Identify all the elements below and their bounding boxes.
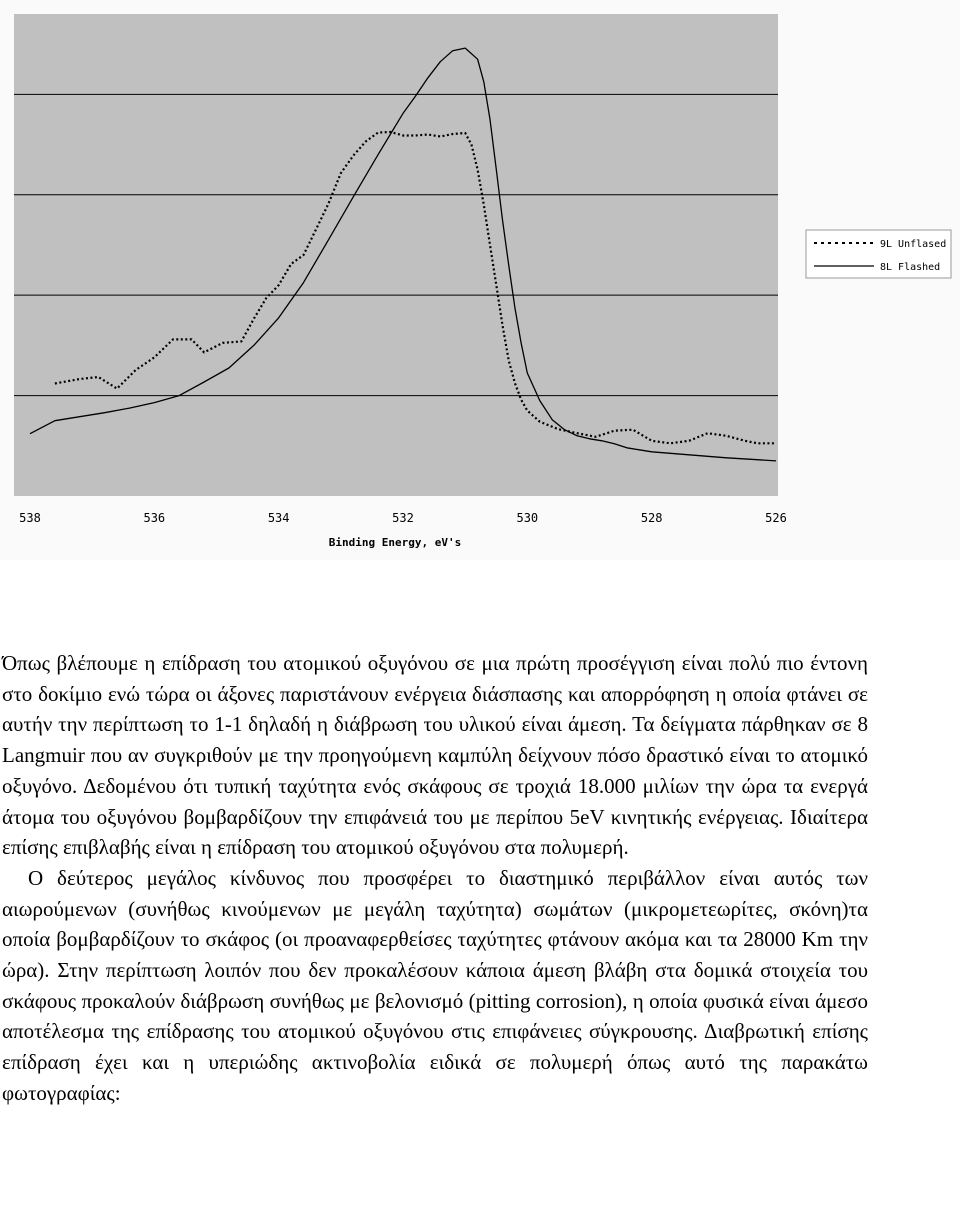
legend — [806, 230, 951, 278]
body-text — [2, 648, 868, 1109]
paragraph: Ο δεύτερος μεγάλος κίνδυνος που προσφέρει το διαστημικό περιβάλλον είναι αυτός των αιωρούμενων (συνήθως κινούμενων με μεγάλη ταχύτητα) σωμάτων (μικρομετεωρίτες, σκόνη)τα οποία βομβαρδίζουν το σκάφος (οι προαναφερθείσες ταχύτητες φτάνουν ακόμα και τα 28000 Km την ώρα). Στην περίπτωση λοιπόν που δεν προκαλέσουν κάποια άμεση βλάβη στα δομικά στοιχεία του σκάφους προκαλούν διάβρωση συνήθως με βελονισμό (pitting corrosion), η οποία φυσικά είναι άμεσο αποτέλεσμα της επίδρασης του ατομικού οξυγόνου στις επιφάνειες σύγκρουσης. Διαβρωτική επίσης επίδραση έχει και η υπεριώδης ακτινοβολία ειδικά σε πολυμερή όπως αυτό της παρακάτω φωτογραφίας: — [2, 865, 868, 1105]
x-tick-label: 534 — [267, 511, 290, 525]
legend-label-flashed: 8L Flashed — [880, 262, 941, 273]
legend-label-unflased: 9L Unflased — [880, 239, 947, 250]
x-tick-label: 536 — [143, 511, 166, 525]
x-tick-label: 538 — [19, 511, 41, 525]
x-tick-label: 530 — [516, 511, 539, 525]
x-tick-label: 528 — [640, 511, 663, 525]
x-tick-label: 526 — [765, 511, 787, 525]
x-tick-label: 532 — [392, 511, 414, 525]
chart-container — [0, 0, 960, 600]
chart — [0, 0, 960, 600]
x-axis-title: Binding Energy, eV's — [328, 536, 462, 549]
plot-area — [14, 14, 778, 496]
paragraph: Όπως βλέπουμε η επίδραση του ατομικού οξυγόνου σε μια πρώτη προσέγγιση είναι πολύ πιο έντονη στο δοκίμιο ενώ τώρα οι άξονες παριστάνουν ενέργεια διάσπασης και απορρόφηση η οποία φτάνει σε αυτήν την περίπτωση το 1-1 δηλαδή η διάβρωση του υλικού είναι άμεση. Τα δείγματα πάρθηκαν σε 8 Langmuir που αν συγκριθούν με την προηγούμενη καμπύλη δείχνουν πόσο δραστικό είναι το ατομικό οξυγόνο. Δεδομένου ότι τυπική ταχύτητα ενός σκάφους σε τροχιά 18.000 μιλίων την ώρα τα ενεργά άτομα του οξυγόνου βομβαρδίζουν την επιφάνειά του με περίπου 5eV κινητικής ενέργειας. Ιδιαίτερα επίσης επιβλαβής είναι η επίδραση του ατομικού οξυγόνου στα πολυμερή. — [2, 651, 868, 860]
